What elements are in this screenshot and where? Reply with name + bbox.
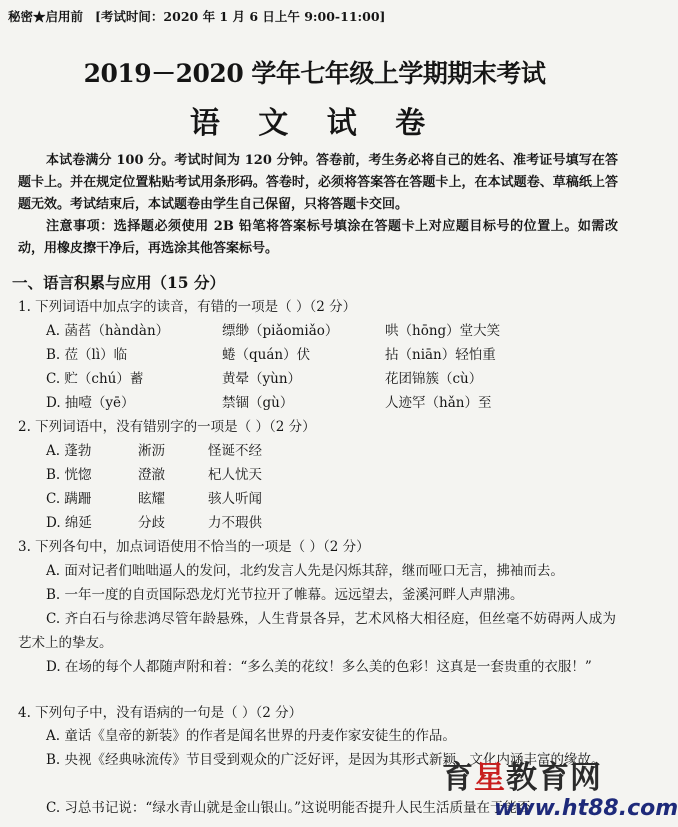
option-part: 人迹罕（hǎn）至 <box>385 395 492 411</box>
option-part: 黄晕（yùn） <box>222 371 302 387</box>
intro-paragraph: 本试卷满分 100 分。考试时间为 120 分钟。答卷前，考生务必将自己的姓名、准考证号填写在答题卡上。并在规定位置粘贴考试用条形码。答卷时，必须将答案答在答题卡上，在本试题卷、草稿纸上答题无效。考试结束后，本试题卷由学生自己保留，只将答题卡交回。 <box>18 153 618 212</box>
watermark-name-star: 星 <box>474 760 506 796</box>
option-part: D. 绵延 <box>46 515 92 531</box>
question-4-option-b: B. 央视《经典咏流传》节目受到观众的广泛好评，是因为其形式新颖、文化内涵丰富的缘故。 <box>46 752 605 768</box>
watermark-name-left: 育 <box>442 760 474 796</box>
question-1-stem: 1. 下列词语中加点字的读音，有错的一项是（ ）（2 分） <box>18 299 357 315</box>
option-part: 花团锦簇（cù） <box>385 371 483 387</box>
notice-paragraph: 注意事项：选择题必须使用 2B 铅笔将答案标号填涂在答题卡上对应题目标号的位置上。如需改动，用橡皮擦干净后，再选涂其他答案标号。 <box>18 219 618 256</box>
option-part: 杞人忧天 <box>208 467 262 483</box>
question-3-option-d: D. 在场的每个人都随声附和着：“多么美的花纹！多么美的色彩！这真是一套贵重的衣服！” <box>46 659 592 675</box>
exam-time: [考试时间：2020 年 1 月 6 日上午 9:00-11:00] <box>95 9 386 24</box>
question-4-option-a: A. 童话《皇帝的新装》的作者是闻名世界的丹麦作家安徒生的作品。 <box>46 728 456 744</box>
option-part: A. 蓬勃 <box>46 443 92 459</box>
watermark-name-right: 教育网 <box>506 760 602 796</box>
option-part: B. 恍惚 <box>46 467 92 483</box>
exam-title: 2019－2020 学年七年级上学期期末考试 <box>83 59 546 88</box>
question-3-option-a: A. 面对记者们咄咄逼人的发问，北约发言人先是闪烁其辞，继而哑口无言，拂袖而去。 <box>46 563 564 579</box>
option-part: 眩耀 <box>138 491 165 507</box>
question-3-option-c: C. 齐白石与徐悲鸿尽管年龄悬殊，人生背景各异，艺术风格大相径庭，但丝毫不妨碍两人成为艺术上的挚友。 <box>18 611 616 651</box>
question-3-option-b: B. 一年一度的自贡国际恐龙灯光节拉开了帷幕。远远望去，釜溪河畔人声鼎沸。 <box>46 587 524 603</box>
option-part: 禁锢（gù） <box>222 395 294 411</box>
option-part: B. 莅（lì）临 <box>46 347 128 363</box>
option-part: 力不瑕供 <box>208 515 262 531</box>
option-part: 骇人听闻 <box>208 491 262 507</box>
option-part: C. 贮（chú）蓄 <box>46 371 144 387</box>
option-part: 哄（hōng）堂大笑 <box>385 323 501 339</box>
question-2-stem: 2. 下列词语中，没有错别字的一项是（ ）（2 分） <box>18 419 316 435</box>
option-part: 淅沥 <box>138 443 165 459</box>
option-part: 蜷（quán）伏 <box>222 347 311 363</box>
site-watermark <box>442 752 678 826</box>
question-3-stem: 3. 下列各句中，加点词语使用不恰当的一项是（ ）（2 分） <box>18 539 370 555</box>
option-part: 分歧 <box>138 515 165 531</box>
exam-subject: 语 文 试 卷 <box>189 106 440 141</box>
secret-label: 秘密★启用前 <box>8 9 84 24</box>
option-part: 怪诞不经 <box>208 443 262 459</box>
section-heading: 一、语言积累与应用（15 分） <box>12 273 225 292</box>
option-part: 缥缈（piǎomiǎo） <box>222 323 339 339</box>
question-4-stem: 4. 下列句子中，没有语病的一句是（ ）（2 分） <box>18 705 303 721</box>
option-part: A. 菡萏（hàndàn） <box>46 323 170 339</box>
watermark-site-name <box>442 752 602 797</box>
option-part: 拈（niān）轻怕重 <box>385 347 496 363</box>
option-part: 澄澈 <box>138 467 165 483</box>
exam-header <box>8 7 385 25</box>
question-4-option-c: C. 习总书记说：“绿水青山就是金山银山。”这说明能否提升人民生活质量在于能否 <box>46 800 531 816</box>
option-part: C. 蹒跚 <box>46 491 92 507</box>
watermark-url: www.ht88.com <box>494 796 678 821</box>
option-part: D. 抽噎（yē） <box>46 395 135 411</box>
